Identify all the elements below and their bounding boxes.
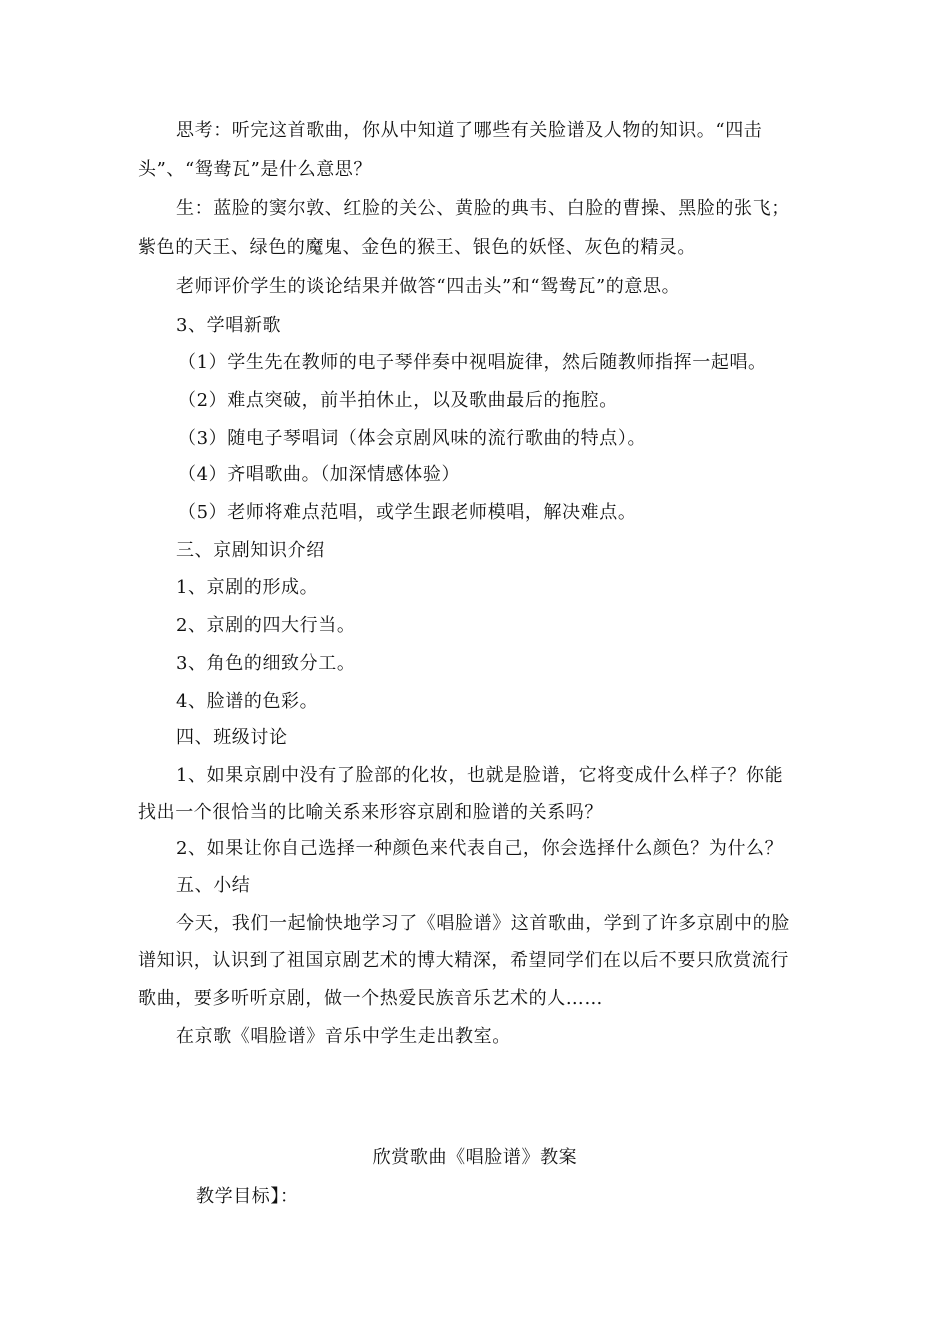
learn-step-1: （1）学生先在教师的电子琴伴奏中视唱旋律，然后随教师指挥一起唱。 bbox=[178, 352, 767, 373]
think-question-line-2: 头”、“鸳鸯瓦”是什么意思？ bbox=[138, 159, 373, 180]
section-3-heading: 三、京剧知识介绍 bbox=[176, 540, 325, 561]
summary-line-3: 歌曲，要多听听京剧，做一个热爱民族音乐艺术的人…… bbox=[138, 988, 603, 1009]
teaching-objectives-heading: 教学目标】： bbox=[196, 1186, 299, 1207]
student-answer-line-1: 生：蓝脸的窦尔敦、红脸的关公、黄脸的典韦、白脸的曹操、黑脸的张飞； bbox=[176, 198, 790, 219]
section-3-item-3: 3、角色的细致分工。 bbox=[176, 653, 356, 674]
section-3-item-2: 2、京剧的四大行当。 bbox=[176, 615, 356, 636]
closing-line: 在京歌《唱脸谱》音乐中学生走出教室。 bbox=[176, 1026, 511, 1047]
learn-step-5: （5）老师将难点范唱，或学生跟老师模唱，解决难点。 bbox=[178, 502, 637, 523]
discussion-1-line-2: 找出一个很恰当的比喻关系来形容京剧和脸谱的关系吗？ bbox=[138, 802, 603, 823]
teacher-evaluation: 老师评价学生的谈论结果并做答“四击头”和“鸳鸯瓦”的意思。 bbox=[176, 276, 681, 297]
section-3-item-4: 4、脸谱的色彩。 bbox=[176, 691, 319, 712]
learn-song-heading: 3、学唱新歌 bbox=[176, 315, 282, 336]
discussion-2: 2、如果让你自己选择一种颜色来代表自己，你会选择什么颜色？为什么？ bbox=[176, 838, 784, 859]
think-question-line-1: 思考：听完这首歌曲，你从中知道了哪些有关脸谱及人物的知识。“四击 bbox=[176, 120, 763, 141]
student-answer-line-2: 紫色的天王、绿色的魔鬼、金色的猴王、银色的妖怪、灰色的精灵。 bbox=[138, 237, 696, 258]
section-4-heading: 四、班级讨论 bbox=[176, 727, 288, 748]
lesson-plan-title: 欣赏歌曲《唱脸谱》教案 bbox=[372, 1147, 578, 1168]
discussion-1-line-1: 1、如果京剧中没有了脸部的化妆，也就是脸谱，它将变成什么样子？你能 bbox=[176, 765, 784, 786]
section-3-item-1: 1、京剧的形成。 bbox=[176, 577, 319, 598]
summary-line-1: 今天，我们一起愉快地学习了《唱脸谱》这首歌曲，学到了许多京剧中的脸 bbox=[176, 913, 790, 934]
learn-step-2: （2）难点突破，前半拍休止，以及歌曲最后的拖腔。 bbox=[178, 390, 618, 411]
summary-line-2: 谱知识，认识到了祖国京剧艺术的博大精深，希望同学们在以后不要只欣赏流行 bbox=[138, 950, 789, 971]
section-5-heading: 五、小结 bbox=[176, 875, 251, 896]
learn-step-4: （4）齐唱歌曲。（加深情感体验） bbox=[178, 464, 461, 485]
learn-step-3: （3）随电子琴唱词（体会京剧风味的流行歌曲的特点）。 bbox=[178, 428, 647, 449]
